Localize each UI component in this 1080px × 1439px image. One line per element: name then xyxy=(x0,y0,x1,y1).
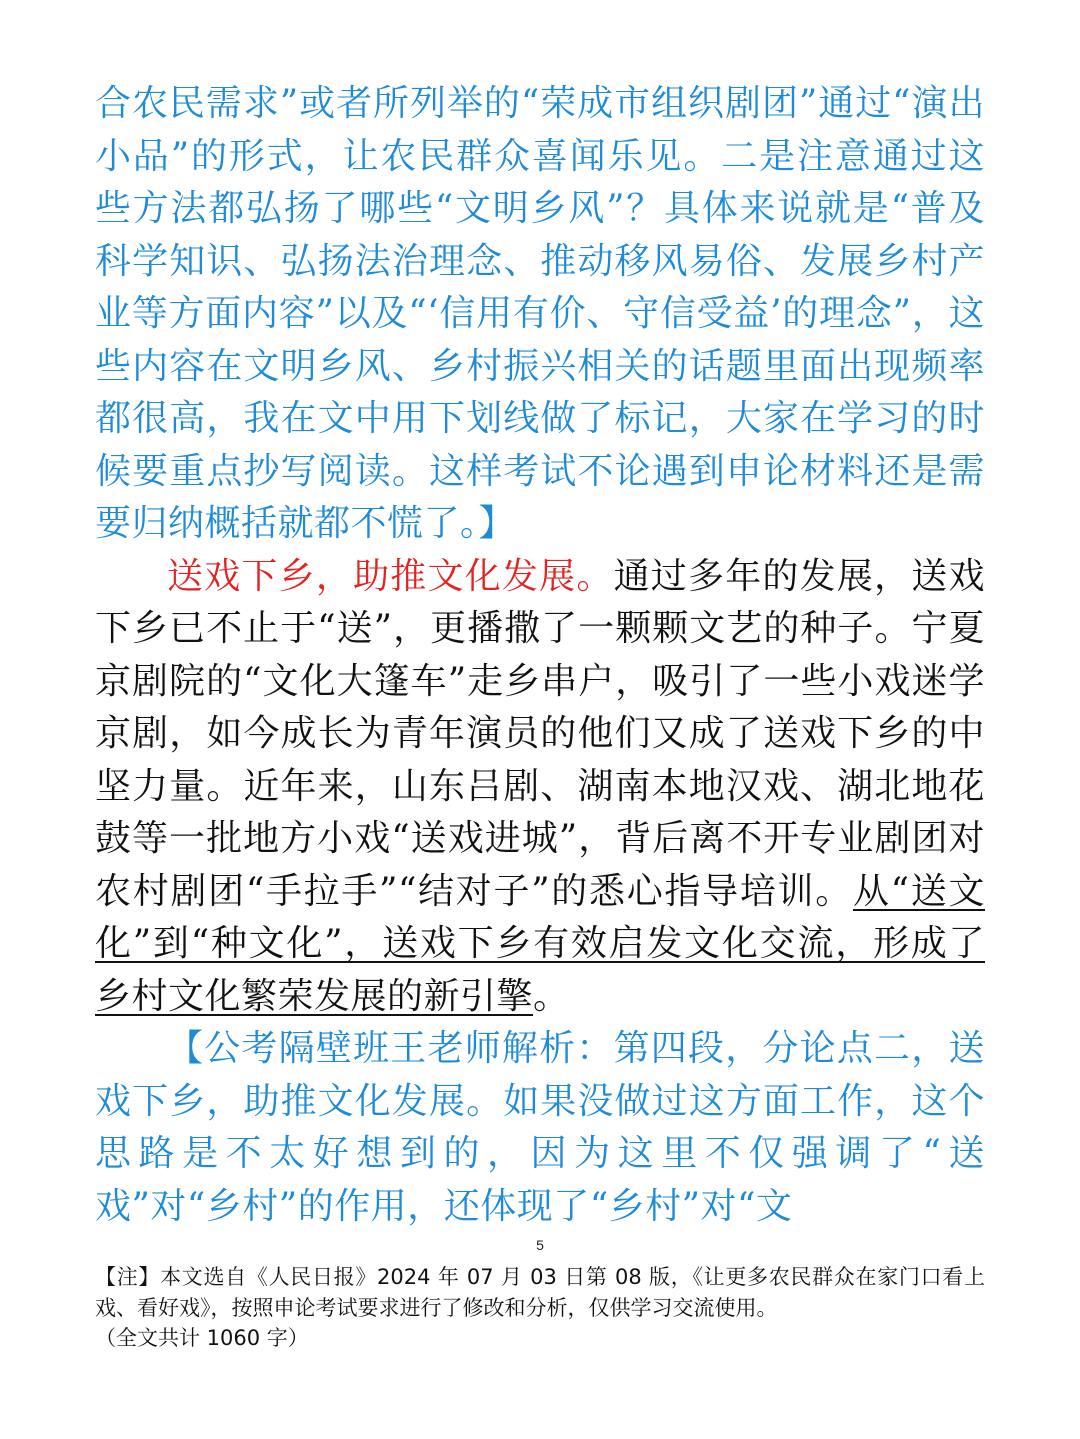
section-end-punctuation: 。 xyxy=(533,975,570,1017)
section-paragraph-4 xyxy=(95,551,985,1024)
section-body-text: 通过多年的发展，送戏下乡已不止于“送”，更播撒了一颗颗文艺的种子。宁夏京剧院的“文化大篷车”走乡串户，吸引了一些小戏迷学京剧，如今成长为青年演员的他们又成了送戏下乡的中坚力量。近年来，山东吕剧、湖南本地汉戏、湖北地花鼓等一批地方小戏“送戏进城”，背后离不开专业剧团对农村剧团“手拉手”“结对子”的悉心指导培训。 xyxy=(95,555,985,912)
section-heading: 送戏下乡，助推文化发展。 xyxy=(167,555,614,597)
page-number: 5 xyxy=(536,1237,544,1253)
footnote xyxy=(95,1262,985,1354)
footnote-word-count: （全文共计 1060 字） xyxy=(95,1326,309,1350)
underlined-key-sentence: 从“送文化”到“种文化”，送戏下乡有效启发文化交流，形成了乡村文化繁荣发展的新引擎 xyxy=(95,870,985,1017)
document-body xyxy=(95,78,985,1233)
analysis-paragraph-continued: 合农民需求”或者所列举的“荣成市组织剧团”通过“演出小品”的形式，让农民群众喜闻乐见。二是注意通过这些方法都弘扬了哪些“文明乡风”？具体来说就是“普及科学知识、弘扬法治理念、推动移风易俗、发展乡村产业等方面内容”以及“‘信用有价、守信受益’的理念”，这些内容在文明乡风、乡村振兴相关的话题里面出现频率都很高，我在文中用下划线做了标记，大家在学习的时候要重点抄写阅读。这样考试不论遇到申论材料还是需要归纳概括就都不慌了。】 xyxy=(95,83,985,544)
analysis-paragraph-4: 【公考隔壁班王老师解析：第四段，分论点二，送戏下乡，助推文化发展。如果没做过这方面工作，这个思路是不太好想到的，因为这里不仅强调了“送戏”对“乡村”的作用，还体现了“乡村”对“文 xyxy=(95,1028,985,1227)
footnote-source: 【注】本文选自《人民日报》2024 年 07 月 03 日第 08 版，《让更多农民群众在家门口看上戏、看好戏》，按照申论考试要求进行了修改和分析，仅供学习交流使用。 xyxy=(95,1265,985,1320)
